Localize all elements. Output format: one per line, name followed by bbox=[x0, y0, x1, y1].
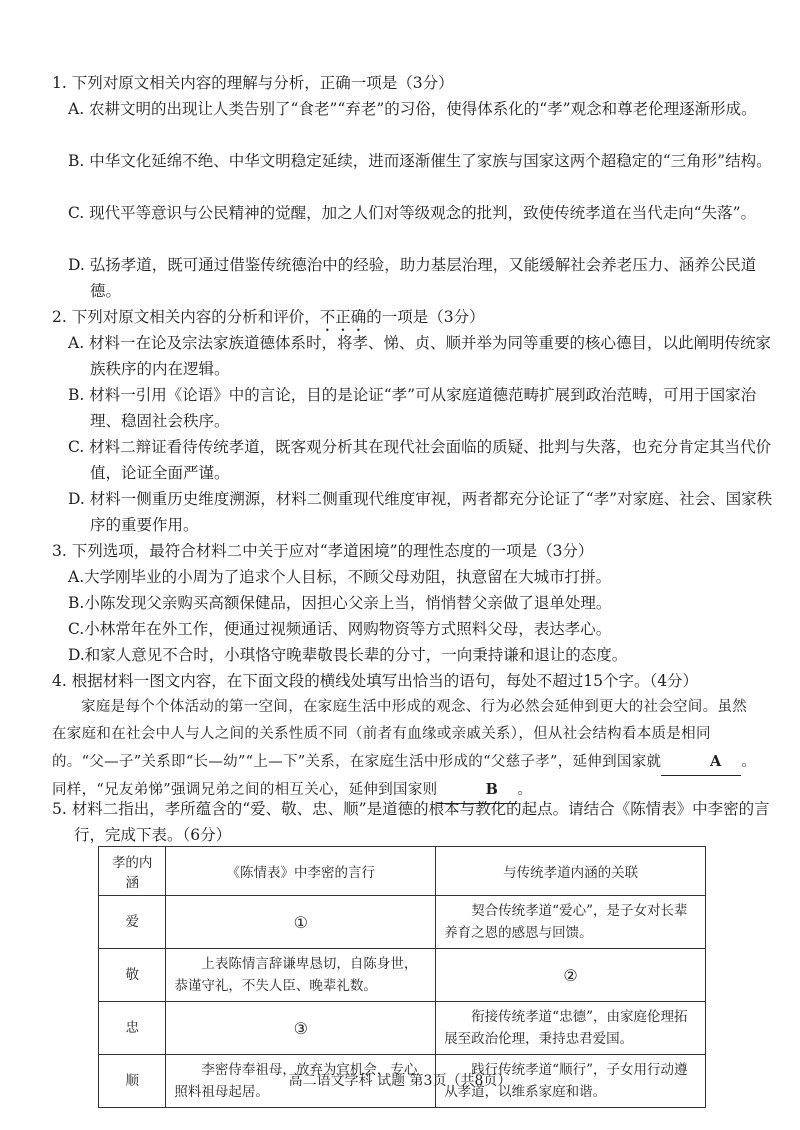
page-footer: 高二语文学科 试题 第3页（共8页） bbox=[288, 1073, 512, 1089]
q2-option-c: C. 材料二辩证看待传统孝道，既客观分析其在现代社会面临的质疑、批判与失落，也充分肯定其当代价值，论证全面严谨。 bbox=[68, 438, 772, 482]
table-row bbox=[99, 896, 706, 949]
row-respect-key: 敬 bbox=[99, 949, 166, 1002]
row-love-deed-blank[interactable]: ① bbox=[166, 896, 436, 949]
row-respect-relation-blank[interactable]: ② bbox=[436, 949, 706, 1002]
row-loyalty-key: 忠 bbox=[99, 1002, 166, 1055]
q3-stem: 3. 下列选项，最符合材料二中关于应对“孝道困境”的理性态度的一项是（3分） bbox=[52, 542, 594, 560]
q4-blank-b[interactable]: B bbox=[437, 776, 517, 804]
q2-option-a: A. 材料一在论及宗法家族道德体系时，将孝、悌、贞、顺并举为同等重要的核心德目，以此阐明传统家族秩序的内在逻辑。 bbox=[68, 334, 772, 378]
q2-stem-pre: 2. 下列对原文相关内容的分析和评价， bbox=[52, 308, 320, 326]
row-loyalty-deed-blank[interactable]: ③ bbox=[166, 1002, 436, 1055]
q1-option-a: A. 农耕文明的出现让人类告别了“食老”“弃老”的习俗，使得体系化的“孝”观念和尊老伦理逐渐形成。 bbox=[68, 100, 757, 118]
q2-stem-emphasis: 不正确 bbox=[319, 308, 367, 326]
row-obedience-relation: 践行传统孝道“顺行”，子女用行动遵从孝道，以维系家庭和谐。 bbox=[436, 1055, 706, 1108]
q4-passage-part1: 家庭是每个个体活动的第一空间，在家庭生活中形成的观念、行为必然会延伸到更大的社会空间。虽然在家庭和在社会中人与人之间的关系性质不同（前者有血缘或亲戚关系），但从社会结构看本质是相同的。“父—子”关系即“长—幼”“上—下”关系，在家庭生活中形成的“父慈子孝”，延伸到国家就 bbox=[52, 699, 747, 770]
q4-passage bbox=[52, 694, 757, 804]
table-row bbox=[99, 949, 706, 1002]
q1-option-b: B. 中华文化延绵不绝、中华文明稳定延续，进而逐渐催生了家族与国家这两个超稳定的“三角形”结构。 bbox=[68, 152, 772, 170]
q1-stem: 1. 下列对原文相关内容的理解与分析，正确一项是（3分） bbox=[52, 74, 454, 92]
table-header-relation: 与传统孝道内涵的关联 bbox=[436, 847, 706, 896]
q4-stem: 4. 根据材料一图文内容，在下面文段的横线处填写出恰当的语句，每处不超过15个字。（4分） bbox=[52, 672, 699, 690]
table-row bbox=[99, 1002, 706, 1055]
q4-blank-a[interactable]: A bbox=[661, 748, 741, 776]
q2-stem-post: 的一项是（3分） bbox=[366, 308, 485, 326]
q3-option-a: A.大学刚毕业的小周为了追求个人目标，不顾父母劝阻，执意留在大城市打拼。 bbox=[68, 568, 612, 586]
q1-option-d: D. 弘扬孝道，既可通过借鉴传统德治中的经验，助力基层治理，又能缓解社会养老压力、涵养公民道德。 bbox=[68, 256, 757, 300]
row-obedience-deed: 李密侍奉祖母，放弃为官机会，专心照料祖母起居。 bbox=[166, 1055, 436, 1108]
row-respect-deed: 上表陈情言辞谦卑恳切，自陈身世，恭谨守礼，不失人臣、晚辈礼数。 bbox=[166, 949, 436, 1002]
row-loyalty-relation: 衔接传统孝道“忠德”，由家庭伦理拓展至政治伦理，秉持忠君爱国。 bbox=[436, 1002, 706, 1055]
row-love-relation: 契合传统孝道“爱心”，是子女对长辈养育之恩的感恩与回馈。 bbox=[436, 896, 706, 949]
q2-option-d: D. 材料一侧重历史维度溯源，材料二侧重现代维度审视，两者都充分论证了“孝”对家庭、社会、国家秩序的重要作用。 bbox=[68, 490, 773, 534]
table-header-meaning: 孝的内涵 bbox=[99, 847, 166, 896]
q1-option-c: C. 现代平等意识与公民精神的觉醒，加之人们对等级观念的批判，致使传统孝道在当代走向“失落”。 bbox=[68, 204, 757, 222]
row-obedience-key: 顺 bbox=[99, 1055, 166, 1108]
q3-option-d: D.和家人意见不合时，小琪恪守晚辈敬畏长辈的分寸，一向秉持谦和退让的态度。 bbox=[68, 646, 628, 664]
q4-passage-part2: 。同样，“兄友弟悌”强调兄弟之间的相互关心，延伸到国家则 bbox=[52, 754, 757, 798]
row-love-key: 爱 bbox=[99, 896, 166, 949]
q4-passage-part3: 。 bbox=[517, 782, 533, 798]
q3-option-c: C.小林常年在外工作，便通过视频通话、网购物资等方式照料父母，表达孝心。 bbox=[68, 620, 612, 638]
table-header-deeds: 《陈情表》中李密的言行 bbox=[166, 847, 436, 896]
q5-table bbox=[98, 846, 706, 1108]
q2-option-b: B. 材料一引用《论语》中的言论，目的是论证“孝”可从家庭道德范畴扩展到政治范畴，可用于国家治理、稳固社会秩序。 bbox=[68, 386, 757, 430]
table-header-row bbox=[99, 847, 706, 896]
q5-stem: 5. 材料二指出，孝所蕴含的“爱、敬、忠、顺”是道德的根本与教化的起点。请结合《陈情表》中李密的言行，完成下表。（6分） bbox=[52, 800, 770, 844]
q3-option-b: B.小陈发现父亲购买高额保健品，因担心父亲上当，悄悄替父亲做了退单处理。 bbox=[68, 594, 612, 612]
